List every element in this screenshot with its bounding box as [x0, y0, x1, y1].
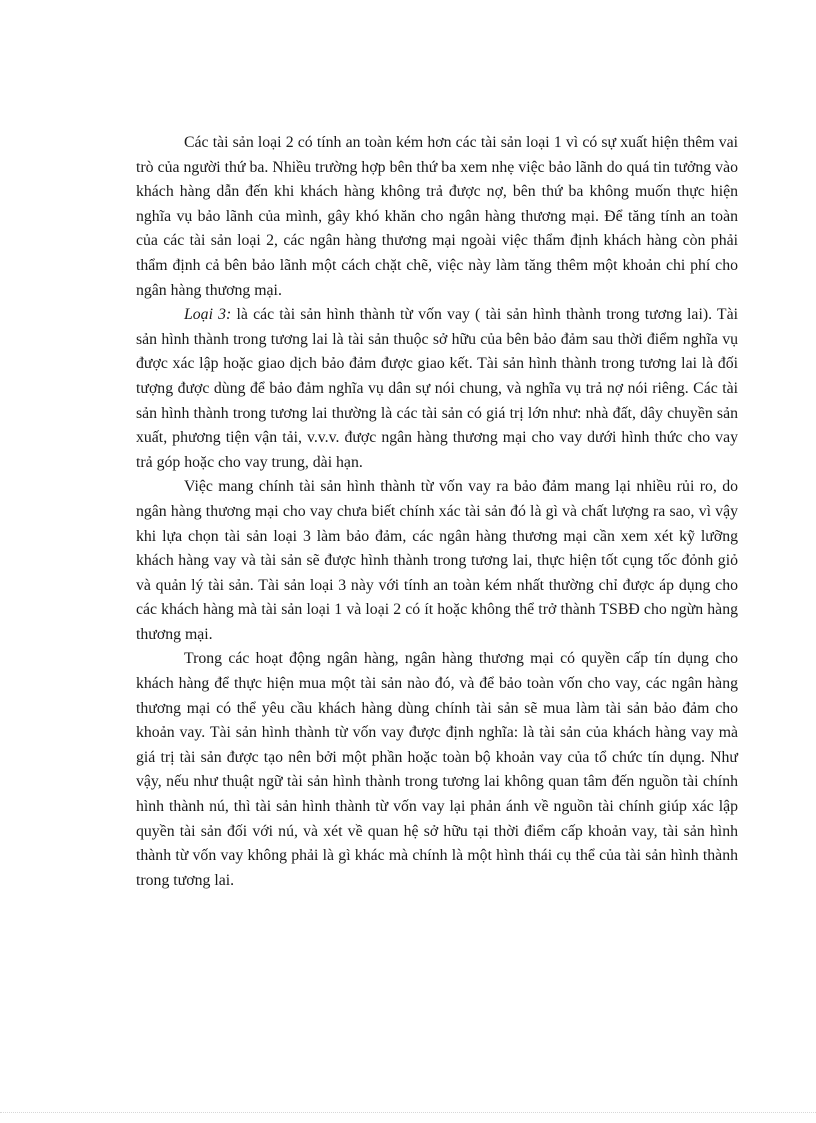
paragraph-1-text: Các tài sản loại 2 có tính an toàn kém hơn các tài sản loại 1 vì có sự xuất hiện thêm vai trò của người thứ ba. Nhiều trường hợp bên thứ ba xem nhẹ việc bảo lãnh do quá tin tưởng vào khách hàng dẫn đến khi khách hàng không trả được nợ, bên thứ ba không muốn thực hiện nghĩa vụ bảo lãnh của mình, gây khó khăn cho ngân hàng thương mại. Để tăng tính an toàn của các tài sản loại 2, các ngân hàng thương mại ngoài việc thẩm định khách hàng còn phải thẩm định cả bên bảo lãnh một cách chặt chẽ, việc này làm tăng thêm một khoản chi phí cho ngân hàng thương mại.: [136, 134, 738, 299]
paragraph-4-text: Trong các hoạt động ngân hàng, ngân hàng thương mại có quyền cấp tín dụng cho khách hàng để thực hiện mua một tài sản nào đó, và để bảo toàn vốn cho vay, các ngân hàng thương mại có thể yêu cầu khách hàng dùng chính tài sản sẽ mua làm tài sản bảo đảm cho khoản vay. Tài sản hình thành từ vốn vay được định nghĩa: là tài sản của khách hàng vay mà giá trị tài sản được tạo nên bởi một phần hoặc toàn bộ khoản vay của tổ chức tín dụng. Như vậy, nếu như thuật ngữ tài sản hình thành trong tương lai không quan tâm đến nguồn tài chính hình thành nú, thì tài sản hình thành từ vốn vay lại phản ánh về nguồn tài chính giúp xác lập quyền tài sản đối với nú, và xét về quan hệ sở hữu tại thời điểm cấp khoản vay, tài sản hình thành từ vốn vay không phải là gì khác mà chính là một hình thái cụ thể của tài sản hình thành trong tương lai.: [136, 650, 738, 889]
paragraph-2-text: là các tài sản hình thành từ vốn vay ( tài sản hình thành trong tương lai). Tài sản hình thành trong tương lai là tài sản thuộc sở hữu của bên bảo đảm sau thời điểm nghĩa vụ được xác lập hoặc giao dịch bảo đảm được giao kết. Tài sản hình thành trong tương lai là đối tượng được dùng để bảo đảm nghĩa vụ dân sự nói chung, và nghĩa vụ trả nợ nói riêng. Các tài sản hình thành trong tương lai thường là các tài sản có giá trị lớn như: nhà đất, dây chuyền sản xuất, phương tiện vận tải, v.v.v. được ngân hàng thương mại cho vay dưới hình thức cho vay trả góp hoặc cho vay trung, dài hạn.: [136, 306, 738, 471]
document-page: [136, 131, 738, 893]
paragraph-3: [136, 475, 738, 647]
paragraph-2-lead: Loại 3:: [184, 306, 232, 324]
paragraph-3-text: Việc mang chính tài sản hình thành từ vốn vay ra bảo đảm mang lại nhiều rủi ro, do ngân hàng thương mại cho vay chưa biết chính xác tài sản đó là gì và chất lượng ra sao, vì vậy khi lựa chọn tài sản loại 3 làm bảo đảm, các ngân hàng thương mại cần xem xét kỹ lưỡng khách hàng vay và tài sản sẽ được hình thành trong tương lai, thực hiện tốt cụng tốc đỏnh giỏ và quản lý tài sản. Tài sản loại 3 này với tính an toàn kém nhất thường chỉ được áp dụng cho các khách hàng mà tài sản loại 1 và loại 2 có ít hoặc không thể trở thành TSBĐ cho ngừn hàng thương mại.: [136, 478, 738, 643]
paragraph-1: [136, 131, 738, 303]
paragraph-4: [136, 647, 738, 893]
paragraph-2: [136, 303, 738, 475]
page-bottom-divider: [0, 1112, 816, 1113]
